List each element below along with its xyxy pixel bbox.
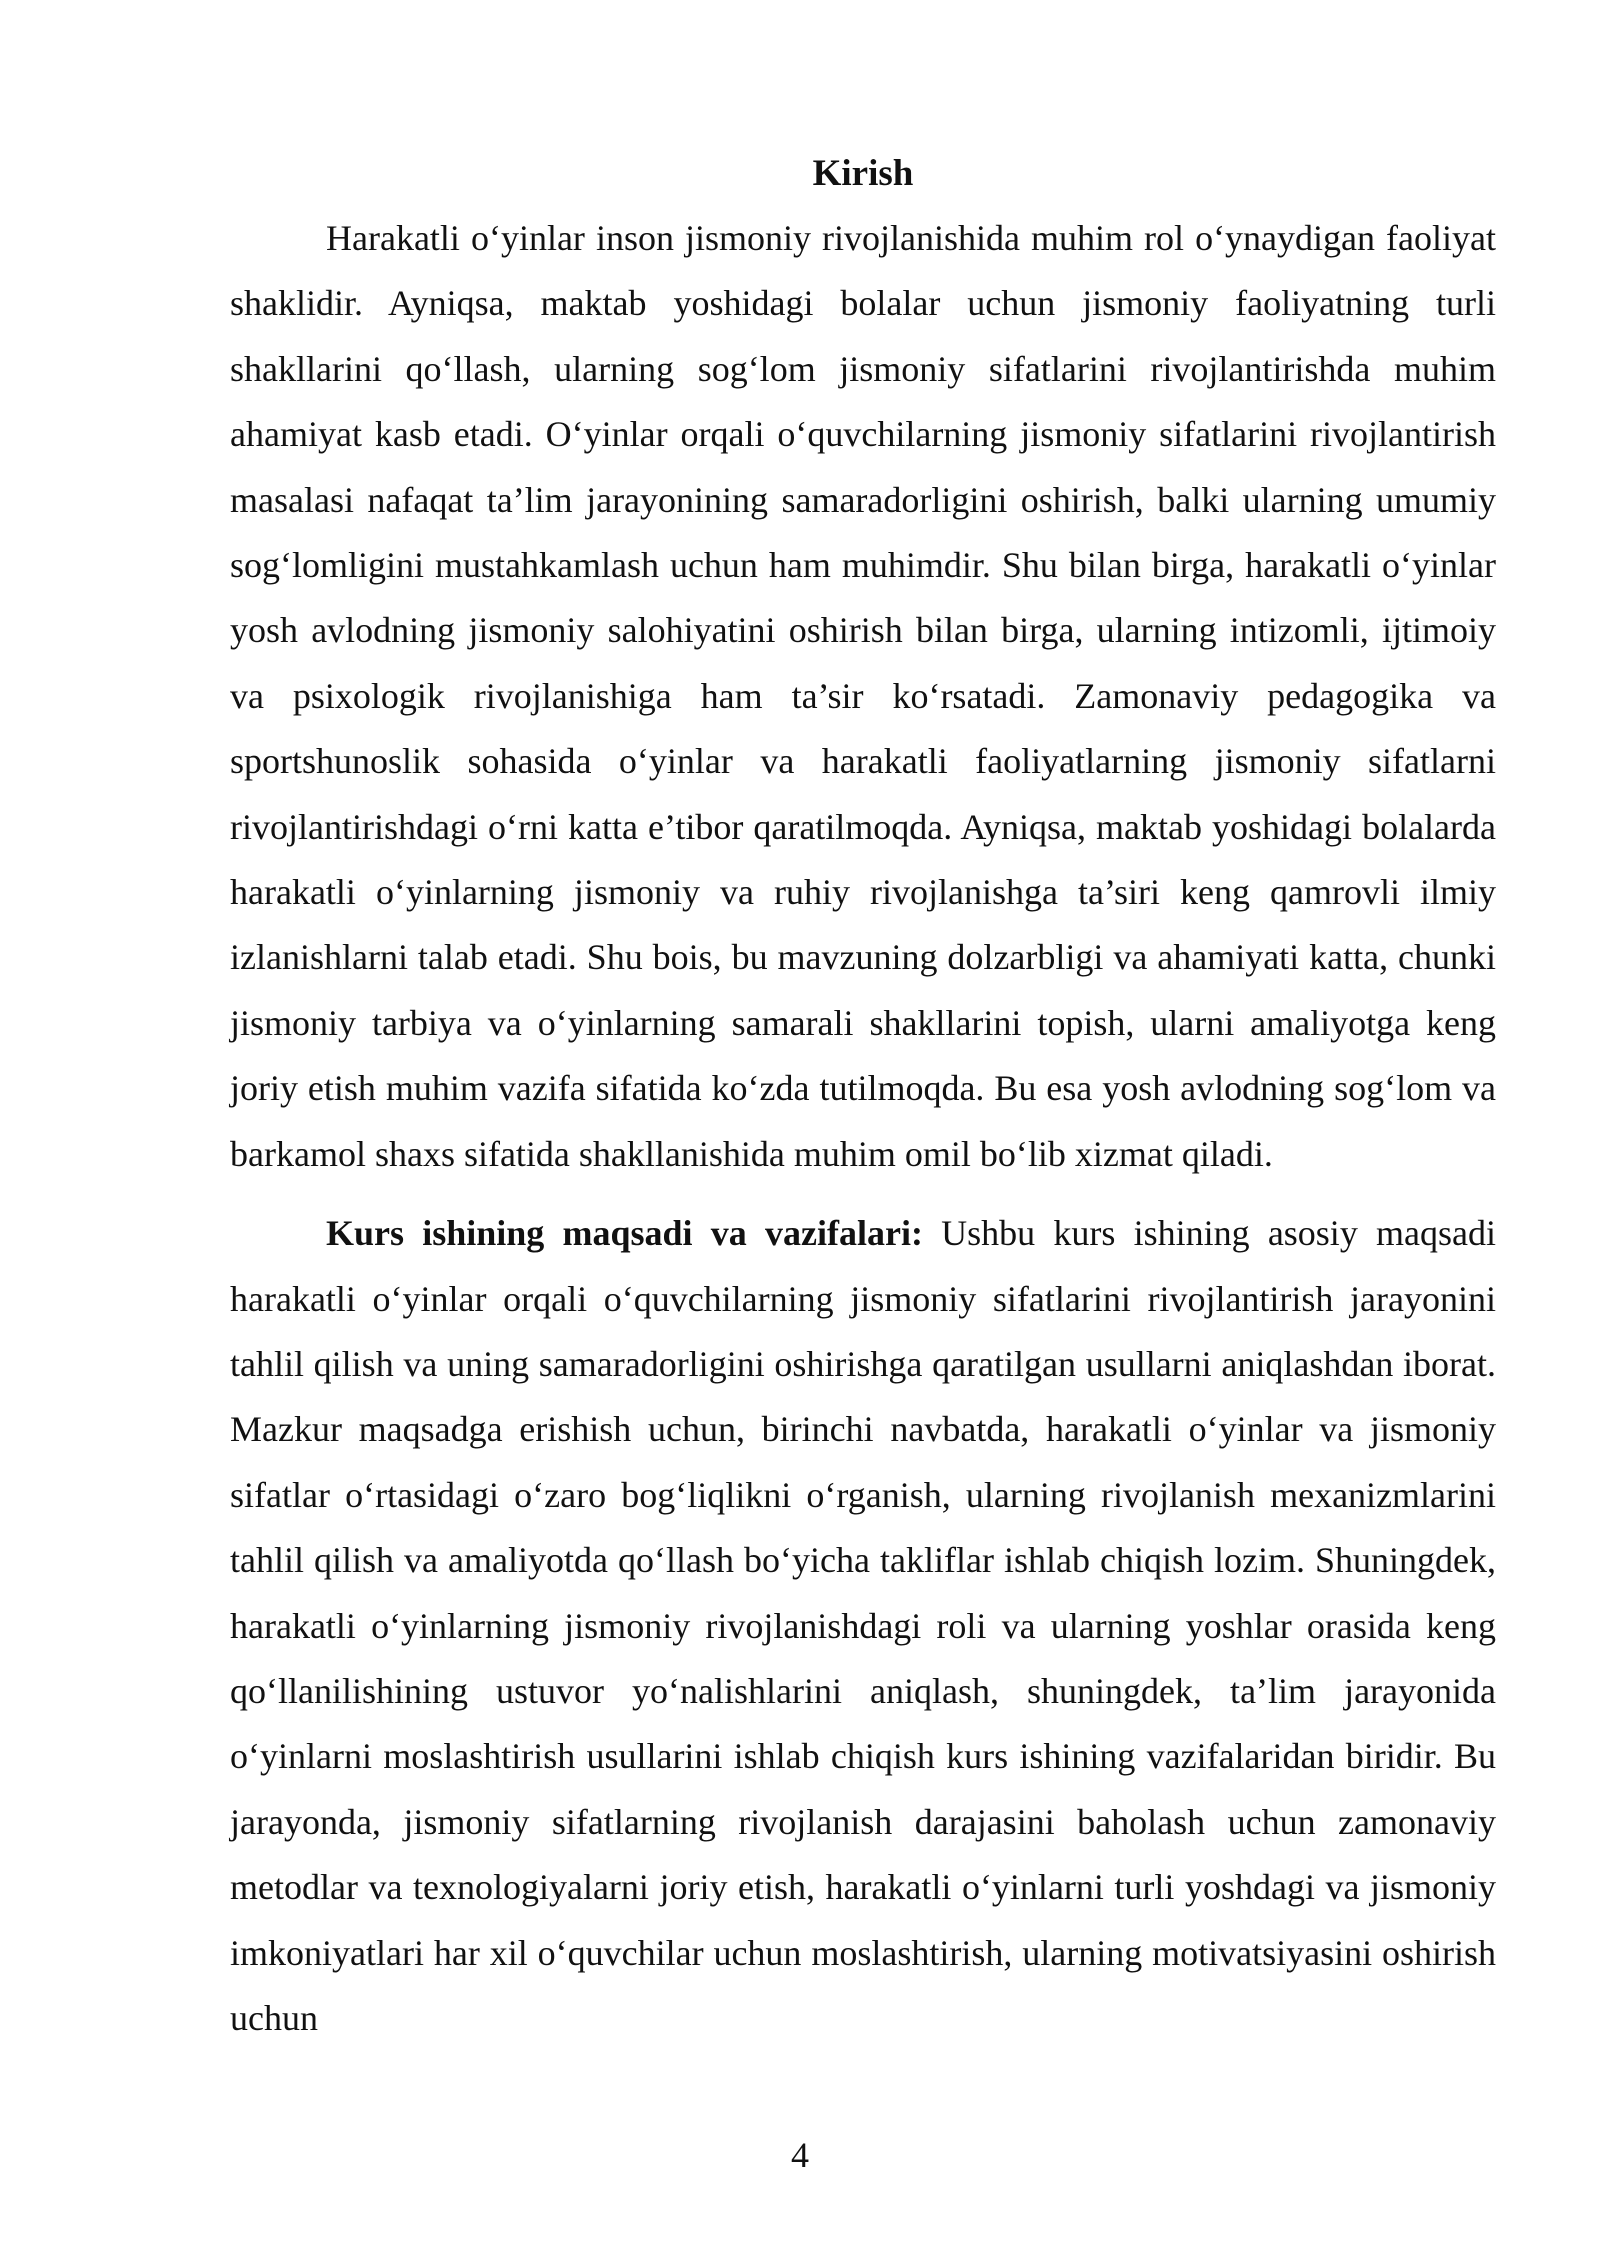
- goals-paragraph: [230, 1201, 1496, 2051]
- introduction-paragraph: Harakatli o‘yinlar inson jismoniy rivojlanishida muhim rol o‘ynaydigan faoliyat shaklidir. Ayniqsa, maktab yoshidagi bolalar uchun jismoniy faoliyatning turli shakllarini qo‘llash, ularning sog‘lom jismoniy sifatlarini rivojlantirishda muhim ahamiyat kasb etadi. O‘yinlar orqali o‘quvchilarning jismoniy sifatlarini rivojlantirish masalasi nafaqat ta’lim jarayonining samaradorligini oshirish, balki ularning umumiy sog‘lomligini mustahkamlash uchun ham muhimdir. Shu bilan birga, harakatli o‘yinlar yosh avlodning jismoniy salohiyatini oshirish bilan birga, ularning intizomli, ijtimoiy va psixologik rivojlanishiga ham ta’sir ko‘rsatadi. Zamonaviy pedagogika va sportshunoslik sohasida o‘yinlar va harakatli faoliyatlarning jismoniy sifatlarni rivojlantirishdagi o‘rni katta e’tibor qaratilmoqda. Ayniqsa, maktab yoshidagi bolalarda harakatli o‘yinlarning jismoniy va ruhiy rivojlanishga ta’siri keng qamrovli ilmiy izlanishlarni talab etadi. Shu bois, bu mavzuning dolzarbligi va ahamiyati katta, chunki jismoniy tarbiya va o‘yinlarning samarali shakllarini topish, ularni amaliyotga keng joriy etish muhim vazifa sifatida ko‘zda tutilmoqda. Bu esa yosh avlodning sog‘lom va barkamol shaxs sifatida shakllanishida muhim omil bo‘lib xizmat qiladi.: [230, 218, 1496, 1174]
- goals-paragraph-body: Ushbu kurs ishining asosiy maqsadi harakatli o‘yinlar orqali o‘quvchilarning jismoniy sifatlarini rivojlantirish jarayonini tahlil qilish va uning samaradorligini oshirishga qaratilgan usullarni aniqlashdan iborat. Mazkur maqsadga erishish uchun, birinchi navbatda, harakatli o‘yinlar va jismoniy sifatlar o‘rtasidagi o‘zaro bog‘liqlikni o‘rganish, ularning rivojlanish mexanizmlarini tahlil qilish va amaliyotda qo‘llash bo‘yicha takliflar ishlab chiqish lozim. Shuningdek, harakatli o‘yinlarning jismoniy rivojlanishdagi roli va ularning yoshlar orasida keng qo‘llanilishining ustuvor yo‘nalishlarini aniqlash, shuningdek, ta’lim jarayonida o‘yinlarni moslashtirish usullarini ishlab chiqish kurs ishining vazifalaridan biridir. Bu jarayonda, jismoniy sifatlarning rivojlanish darajasini baholash uchun zamonaviy metodlar va texnologiyalarni joriy etish, harakatli o‘yinlarni turli yoshdagi va jismoniy imkoniyatlari har xil o‘quvchilar uchun moslashtirish, ularning motivatsiyasini oshirish uchun: [230, 1213, 1496, 2038]
- goals-paragraph-lead: Kurs ishining maqsadi va vazifalari:: [326, 1213, 923, 1254]
- page-number: 4: [791, 2135, 809, 2175]
- page-content: [230, 146, 1496, 2051]
- section-heading: Kirish: [812, 153, 914, 194]
